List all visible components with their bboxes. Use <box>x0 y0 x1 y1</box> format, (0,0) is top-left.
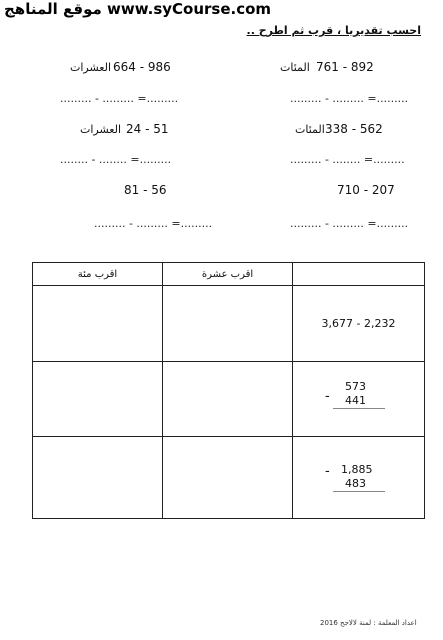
problem-1-tag: المئات <box>280 61 310 74</box>
footer-credit: اعداد المعلمة : لمنة لالاجح 2016 <box>320 619 417 627</box>
table-problem-1-expression: 3,677 - 2,232 <box>321 317 396 330</box>
problem-5-expression: 710 - 207 <box>337 183 395 197</box>
problem-4-answer-line: ........ - ........ =......... <box>60 153 172 166</box>
subtraction-line <box>333 491 385 492</box>
minus-sign: - <box>325 389 330 404</box>
answer-cell <box>163 286 293 362</box>
problem-4-expression: 24 - 51 <box>126 122 169 136</box>
problem-cell <box>293 437 425 519</box>
answer-cell <box>33 286 163 362</box>
table-problem-3-bottom-number: 483 <box>345 477 366 490</box>
problem-2-expression: 664 - 986 <box>113 60 171 74</box>
answer-cell <box>33 437 163 519</box>
problem-4-tag: العشرات <box>80 123 122 136</box>
answer-cell <box>163 362 293 437</box>
problem-6-answer-line: ......... - ......... =......... <box>94 217 213 230</box>
instruction-heading: احسب تقديريا ، قرب ثم اطرح .. <box>246 24 421 37</box>
header-nearest-ten: اقرب عشرة <box>163 263 293 286</box>
problem-3-tag: المئات <box>295 123 325 136</box>
problem-1-expression: 761 - 892 <box>316 60 374 74</box>
site-brand: www.syCourse.com موقع المناهج <box>4 0 272 18</box>
table-problem-2-top-number: 573 <box>345 380 366 393</box>
problem-5-answer-line: ......... - ......... =......... <box>290 217 409 230</box>
problem-6-expression: 81 - 56 <box>124 183 167 197</box>
header-nearest-hundred: اقرب مئة <box>33 263 163 286</box>
problem-1-answer-line: ......... - ......... =......... <box>290 92 409 105</box>
problem-3-expression: 338 - 562 <box>325 122 383 136</box>
problem-3-answer-line: ......... - ........ =......... <box>290 153 405 166</box>
estimation-table <box>32 262 425 519</box>
answer-cell <box>33 362 163 437</box>
table-problem-2-bottom-number: 441 <box>345 394 366 407</box>
problem-2-tag: العشرات <box>70 61 112 74</box>
header-problem <box>293 263 425 286</box>
problem-cell <box>293 362 425 437</box>
subtraction-line <box>333 408 385 409</box>
minus-sign: - <box>325 464 330 479</box>
table-problem-3-top-number: 1,885 <box>341 463 373 476</box>
problem-cell <box>293 286 425 362</box>
problem-2-answer-line: ......... - ......... =......... <box>60 92 179 105</box>
answer-cell <box>163 437 293 519</box>
